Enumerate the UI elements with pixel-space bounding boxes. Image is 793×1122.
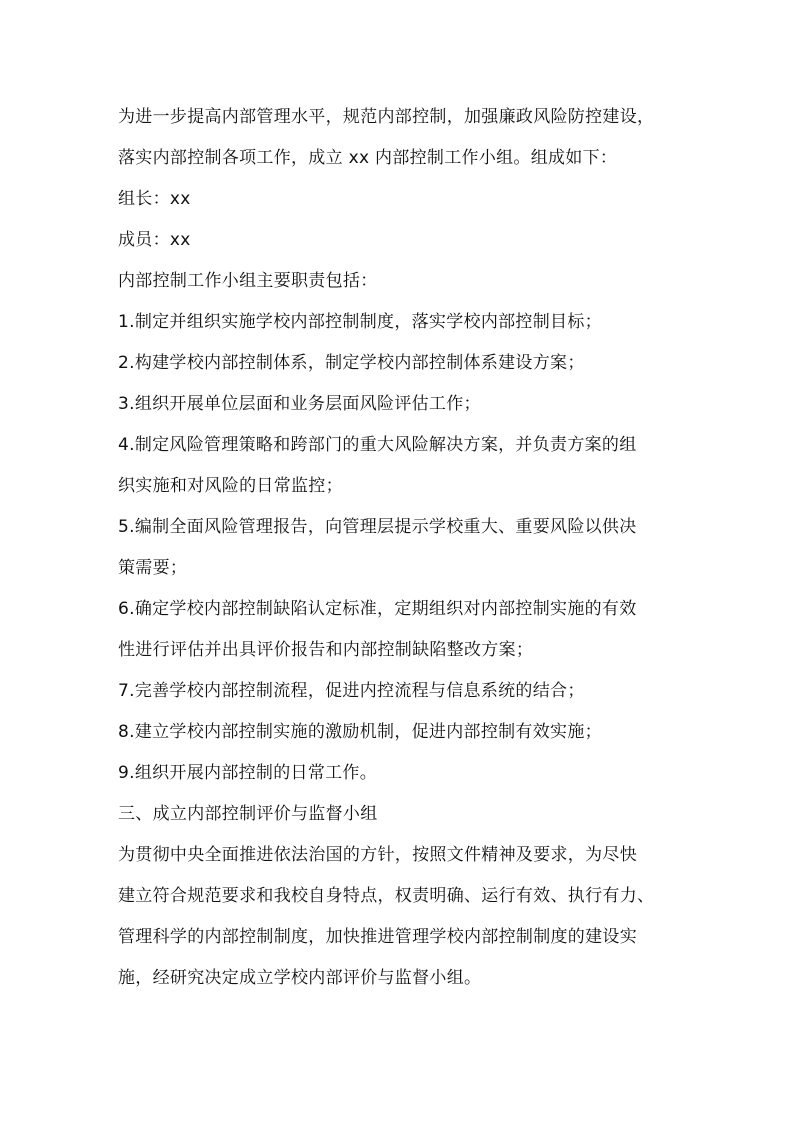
paragraph-duty-8 <box>118 712 683 753</box>
text-line: 性进行评估并出具评价报告和内部控制缺陷整改方案； <box>118 640 534 660</box>
text-line: 5.编制全面风险管理报告，向管理层提示学校重大、重要风险以供决 <box>118 517 637 537</box>
text-line: 2.构建学校内部控制体系，制定学校内部控制体系建设方案； <box>118 353 585 373</box>
text-line: 织实施和对风险的日常监控； <box>118 476 343 496</box>
paragraph-section-3-body <box>118 835 683 999</box>
text-line: 4.制定风险管理策略和跨部门的重大风险解决方案，并负责方案的组 <box>118 435 637 455</box>
text-line: 8.建立学校内部控制实施的激励机制，促进内部控制有效实施； <box>118 722 602 742</box>
paragraph-members <box>118 220 683 261</box>
paragraph-duty-9 <box>118 753 683 794</box>
text-line: 落实内部控制各项工作，成立 xx 内部控制工作小组。组成如下： <box>118 148 618 168</box>
paragraph-duty-4 <box>118 425 683 507</box>
paragraph-duty-7 <box>118 671 683 712</box>
paragraph-duty-5 <box>118 507 683 589</box>
text-line: 7.完善学校内部控制流程，促进内控流程与信息系统的结合； <box>118 681 585 701</box>
text-line: 组长：xx <box>118 189 191 209</box>
paragraph-duty-2 <box>118 343 683 384</box>
document-body <box>118 97 683 999</box>
text-line: 为进一步提高内部管理水平，规范内部控制，加强廉政风险防控建设， <box>118 107 655 127</box>
text-line: 成员：xx <box>118 230 191 250</box>
text-line: 6.确定学校内部控制缺陷认定标准，定期组织对内部控制实施的有效 <box>118 599 637 619</box>
text-line: 为贯彻中央全面推进依法治国的方针，按照文件精神及要求，为尽快 <box>118 845 637 865</box>
paragraph-duty-1 <box>118 302 683 343</box>
text-line: 3.组织开展单位层面和业务层面风险评估工作； <box>118 394 481 414</box>
text-line: 三、成立内部控制评价与监督小组 <box>118 804 378 824</box>
paragraph-duty-3 <box>118 384 683 425</box>
paragraph-duties-heading <box>118 261 683 302</box>
paragraph-leader <box>118 179 683 220</box>
text-line: 施，经研究决定成立学校内部评价与监督小组。 <box>118 968 482 988</box>
text-line: 策需要； <box>118 558 188 578</box>
text-line: 建立符合规范要求和我校自身特点，权责明确、运行有效、执行有力、 <box>118 886 655 906</box>
text-line: 管理科学的内部控制制度，加快推进管理学校内部控制制度的建设实 <box>118 927 637 947</box>
paragraph-section-3-heading <box>118 794 683 835</box>
paragraph-duty-6 <box>118 589 683 671</box>
text-line: 内部控制工作小组主要职责包括： <box>118 271 378 291</box>
paragraph-intro <box>118 97 683 179</box>
text-line: 9.组织开展内部控制的日常工作。 <box>118 763 378 783</box>
text-line: 1.制定并组织实施学校内部控制制度，落实学校内部控制目标； <box>118 312 602 332</box>
